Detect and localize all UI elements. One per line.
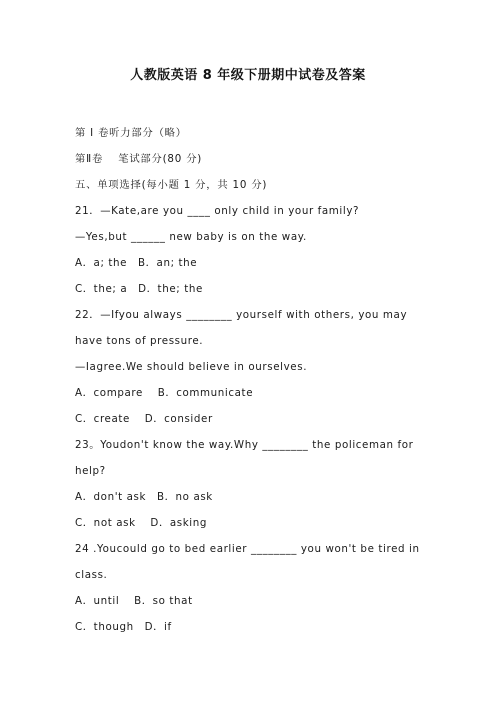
question-23-options-cd: C．not ask D．asking xyxy=(75,517,208,529)
question-23-line-1: 23。Youdon't know the way.Why ________ the policeman for xyxy=(75,439,414,451)
question-21-line-2: —Yes,but ______ new baby is on the way. xyxy=(75,231,307,243)
question-22-options-ab: A．compare B．communicate xyxy=(75,387,254,399)
question-21-options-ab: A．a; the B．an; the xyxy=(75,257,198,269)
question-22-options-cd: C．create D．consider xyxy=(75,413,213,425)
question-21-line-1: 21．—Kate,are you ____ only child in your family? xyxy=(75,205,360,217)
question-22-line-2: have tons of pressure. xyxy=(75,335,204,347)
question-24-line-1: 24 .Youcould go to bed earlier ________ you won't be tired in xyxy=(75,543,420,555)
document-body xyxy=(75,120,435,640)
question-22-line-3: —Iagree.We should believe in ourselves. xyxy=(75,361,308,373)
question-24-line-2: class. xyxy=(75,569,108,581)
question-24-options-cd: C．though D．if xyxy=(75,621,172,633)
section-heading-multiple-choice: 五、单项选择(每小题 1 分，共 10 分) xyxy=(75,179,268,191)
section-heading-written: 第Ⅱ卷 笔试部分(80 分) xyxy=(75,153,203,165)
question-23-options-ab: A．don't ask B．no ask xyxy=(75,491,213,503)
question-21-options-cd: C．the; a D．the; the xyxy=(75,283,203,295)
question-23-line-2: help? xyxy=(75,465,106,477)
question-22-line-1: 22．—Ifyou always ________ yourself with others, you may xyxy=(75,309,408,321)
section-heading-listening: 第 I 卷听力部分（略） xyxy=(75,127,187,139)
document-title: 人教版英语 8 年级下册期中试卷及答案 xyxy=(130,68,366,83)
question-24-options-ab: A．until B．so that xyxy=(75,595,193,607)
